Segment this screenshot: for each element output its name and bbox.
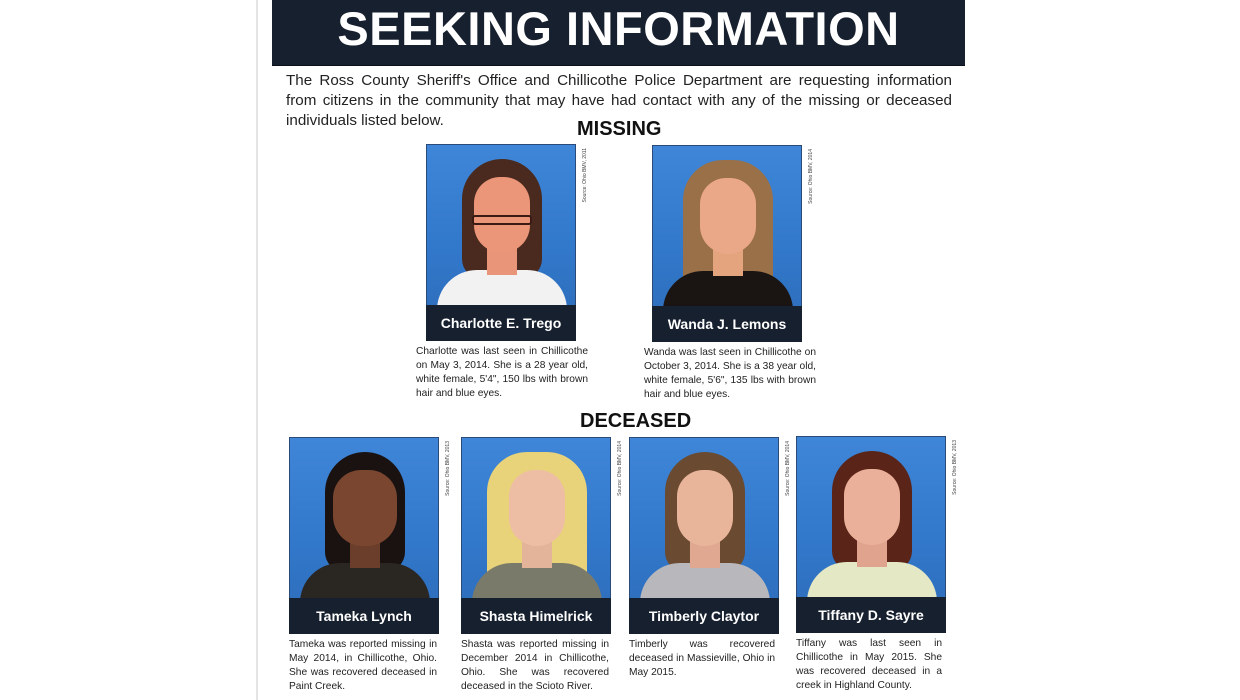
photo-source-credit: Source: Ohio BMV, 2014 (617, 441, 623, 496)
person-description: Wanda was last seen in Chillicothe on October 3, 2014. She is a 38 year old, white female, 5'6", 135 lbs with brown hair and blue eyes. (644, 347, 816, 400)
photo-source-credit: Source: Ohio BMV, 2014 (808, 149, 814, 204)
person-photo (796, 436, 946, 601)
missing-heading: MISSING (577, 118, 662, 140)
person-name: Timberly Claytor (629, 598, 779, 634)
person-card-wanda-lemons (644, 145, 816, 402)
page-edge-divider (256, 0, 258, 700)
person-description: Tiffany was last seen in Chillicothe in May 2015. She was recovered deceased in a creek in Highland County. (796, 638, 942, 691)
person-card-shasta-himelrick (461, 437, 623, 694)
person-photo (289, 437, 439, 602)
person-name: Shasta Himelrick (461, 598, 611, 634)
photo-source-credit: Source: Ohio BMV, 2013 (952, 440, 958, 495)
person-description: Shasta was reported missing in December 2014 in Chillicothe, Ohio. She was recovered deceased in the Scioto River. (461, 639, 609, 692)
person-photo (426, 144, 576, 309)
person-description: Charlotte was last seen in Chillicothe on May 3, 2014. She is a 28 year old, white female, 5'4", 150 lbs with brown hair and blue eyes. (416, 346, 588, 399)
photo-source-credit: Source: Ohio BMV, 2011 (582, 148, 588, 203)
person-photo (629, 437, 779, 602)
person-name: Charlotte E. Trego (426, 305, 576, 341)
glasses-shape (472, 215, 532, 225)
photo-source-credit: Source: Ohio BMV, 2013 (445, 441, 451, 496)
person-photo (652, 145, 802, 310)
person-name: Tiffany D. Sayre (796, 597, 946, 633)
deceased-heading: DECEASED (580, 410, 692, 432)
person-card-charlotte-trego (416, 144, 588, 401)
person-name: Tameka Lynch (289, 598, 439, 634)
person-description: Timberly was recovered deceased in Massieville, Ohio in May 2015. (629, 639, 775, 678)
person-photo (461, 437, 611, 602)
intro-paragraph: The Ross County Sheriff's Office and Chillicothe Police Department are requesting information from citizens in the community that may have had contact with any of the missing or deceased individuals listed below. (286, 72, 952, 129)
person-name: Wanda J. Lemons (652, 306, 802, 342)
person-description: Tameka was reported missing in May 2014, in Chillicothe, Ohio. She was recovered deceased in Paint Creek. (289, 639, 437, 692)
person-card-tiffany-sayre (796, 436, 958, 693)
person-card-timberly-claytor (629, 437, 791, 680)
person-card-tameka-lynch (289, 437, 451, 694)
header-banner (272, 0, 965, 65)
photo-source-credit: Source: Ohio BMV, 2014 (785, 441, 791, 496)
page-title: SEEKING INFORMATION (337, 2, 900, 55)
